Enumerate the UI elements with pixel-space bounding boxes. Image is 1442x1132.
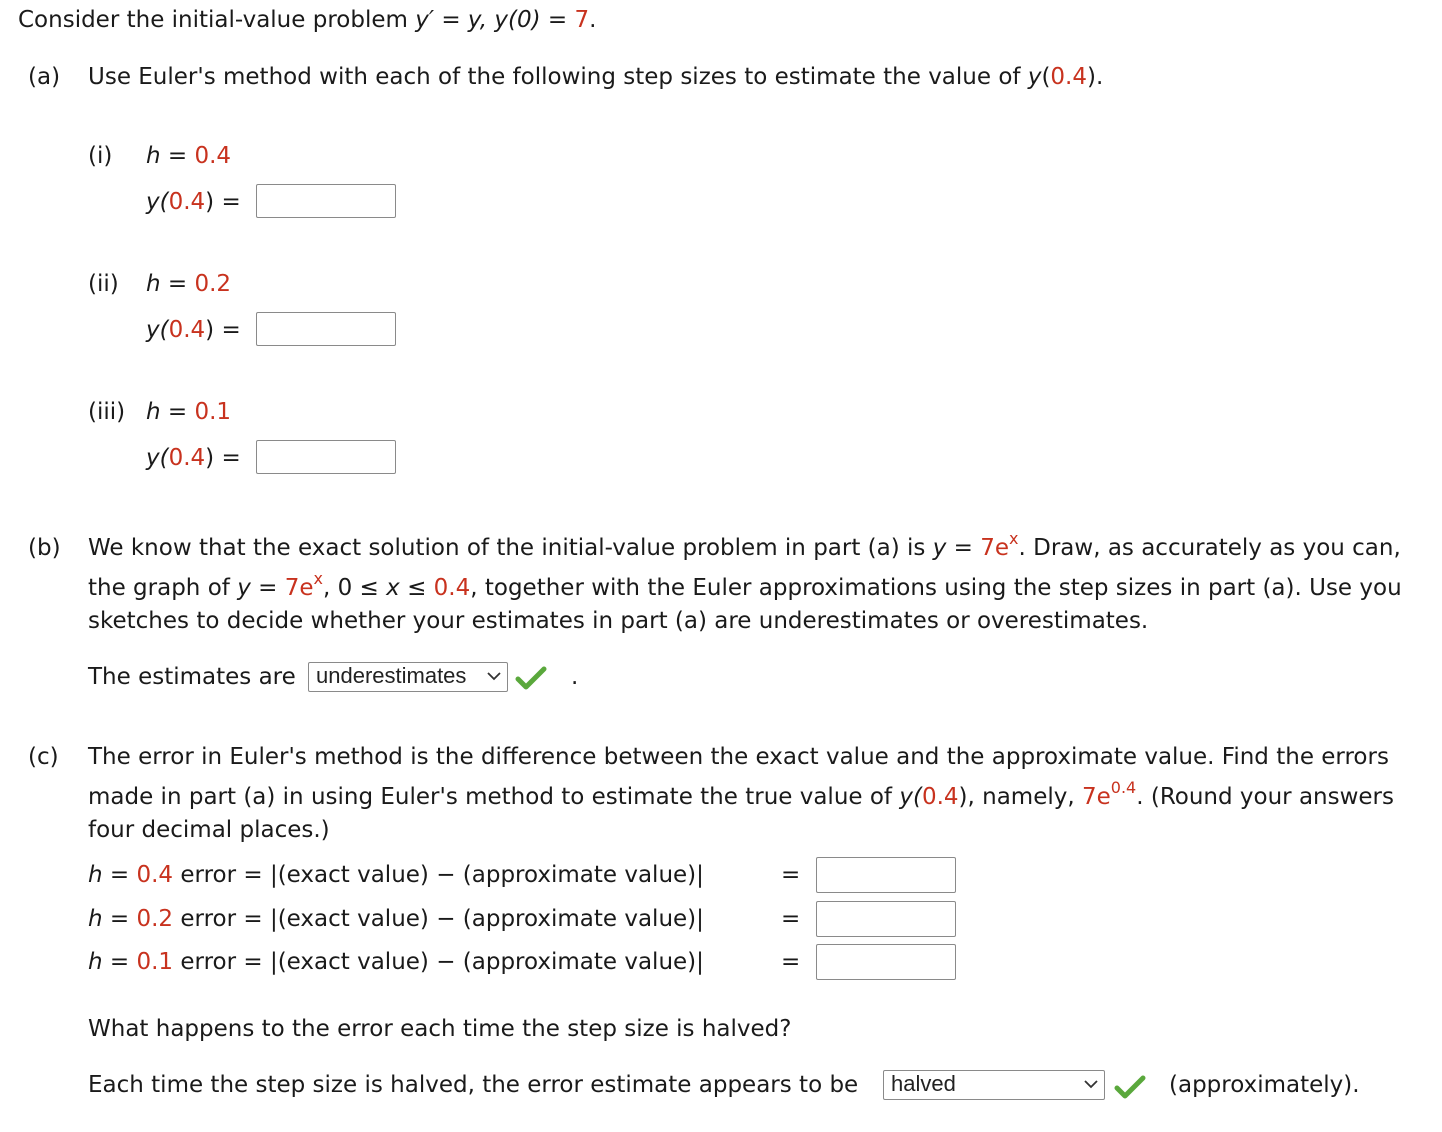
part-c-line3: four decimal places.) xyxy=(88,817,330,843)
estimate-dropdown-value: underestimates xyxy=(316,663,467,688)
item-i-label: (i) xyxy=(88,143,113,169)
part-c-line1: The error in Euler's method is the difference between the exact value and the approximate value. Find the errors xyxy=(88,744,1389,770)
part-a-prompt: Use Euler's method with each of the following step sizes to estimate the value of y(0.4). xyxy=(88,64,1104,90)
checkmark-icon xyxy=(514,664,548,692)
halving-answer-prefix: Each time the step size is halved, the error estimate appears to be xyxy=(88,1072,859,1098)
error-row-h02-equals: = xyxy=(781,906,801,932)
error-row-h01-equals: = xyxy=(781,949,801,975)
part-b-line3: sketches to decide whether your estimates in part (a) are underestimates or overestimates. xyxy=(88,608,1149,634)
part-a-label: (a) xyxy=(28,64,61,90)
chevron-down-icon xyxy=(1084,1072,1098,1102)
error-row-h04: h = 0.4 error = |(exact value) − (approximate value)| xyxy=(88,862,704,888)
part-c-label: (c) xyxy=(28,744,59,770)
item-ii-label: (ii) xyxy=(88,271,119,297)
chevron-down-icon xyxy=(487,664,501,694)
answer-input-ii[interactable] xyxy=(256,312,396,346)
item-iii-label: (iii) xyxy=(88,399,126,425)
error-input-h02[interactable] xyxy=(816,901,956,937)
problem-statement: Consider the initial-value problem y′ = y, y(0) = 7. xyxy=(18,7,597,33)
item-iii-y-label: y(0.4) = xyxy=(146,445,241,471)
item-i-step: h = 0.4 xyxy=(146,143,232,169)
error-input-h01[interactable] xyxy=(816,944,956,980)
halving-dropdown[interactable] xyxy=(883,1070,1105,1100)
part-b-label: (b) xyxy=(28,535,61,561)
answer-input-i[interactable] xyxy=(256,184,396,218)
answer-input-iii[interactable] xyxy=(256,440,396,474)
item-ii-y-label: y(0.4) = xyxy=(146,317,241,343)
error-input-h04[interactable] xyxy=(816,857,956,893)
error-row-h02: h = 0.2 error = |(exact value) − (approximate value)| xyxy=(88,906,704,932)
halving-answer-suffix: (approximately). xyxy=(1169,1072,1360,1098)
checkmark-icon xyxy=(1113,1073,1147,1101)
estimate-suffix: . xyxy=(571,664,579,690)
estimate-dropdown[interactable] xyxy=(308,662,508,692)
error-row-h01: h = 0.1 error = |(exact value) − (approximate value)| xyxy=(88,949,704,975)
estimate-prefix: The estimates are xyxy=(88,664,296,690)
part-c-line2: made in part (a) in using Euler's method to estimate the true value of y(0.4), namely, $7e^{0.4}$. (Round your answers xyxy=(88,778,1394,810)
halving-dropdown-value: halved xyxy=(891,1071,956,1096)
item-iii-step: h = 0.1 xyxy=(146,399,232,425)
part-b-line1: We know that the exact solution of the initial-value problem in part (a) is $y = 7e^x$. Draw, as accurately as you can, xyxy=(88,529,1401,561)
part-b-line2: the graph of $y = 7e^x$, 0 ≤ x ≤ 0.4, together with the Euler approximations using the step sizes in part (a). Use you xyxy=(88,569,1402,601)
halving-question: What happens to the error each time the step size is halved? xyxy=(88,1016,792,1042)
item-ii-step: h = 0.2 xyxy=(146,271,232,297)
error-row-h04-equals: = xyxy=(781,862,801,888)
item-i-y-label: y(0.4) = xyxy=(146,189,241,215)
